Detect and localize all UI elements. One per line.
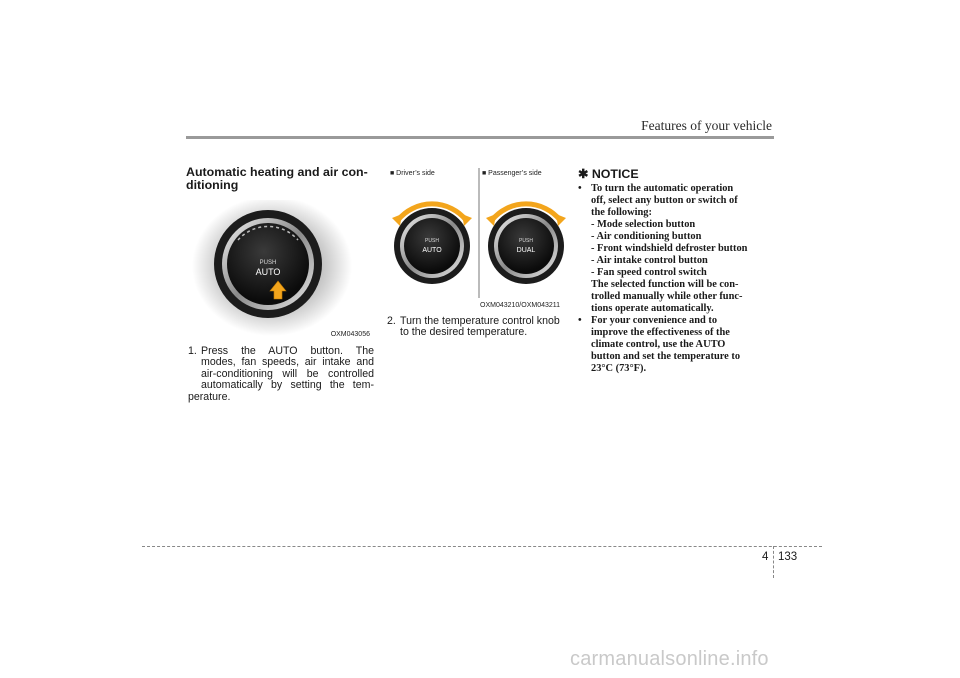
- page-header-title: Features of your vehicle: [641, 118, 772, 133]
- notice-line: For your convenience and to: [591, 315, 718, 326]
- notice-line: - Front windshield defroster button: [591, 243, 748, 254]
- figure-auto-knob: [186, 200, 373, 340]
- step2-line: to the desired temperature.: [400, 326, 528, 339]
- page-number: 133: [778, 551, 798, 563]
- footer-divider: [773, 546, 774, 578]
- notice-title: ✱ NOTICE: [578, 167, 639, 181]
- bullet-dot: •: [578, 183, 582, 194]
- left-knob-auto-text: AUTO: [422, 247, 442, 254]
- footer-rule: [142, 546, 822, 547]
- watermark: carmanualsonline.info: [570, 648, 769, 670]
- figure1-caption: OXM043056: [330, 331, 370, 338]
- notice-line: - Air intake control button: [591, 255, 708, 266]
- figure2-caption: OXM043210/OXM043211: [480, 302, 561, 309]
- notice-line: button and set the temperature to: [591, 351, 741, 362]
- notice-line: the following:: [591, 207, 652, 218]
- step1-line: air-conditioning will be controlled: [201, 367, 374, 380]
- notice-line: off, select any button or switch of: [591, 195, 738, 206]
- right-knob-push-text: PUSH: [519, 238, 533, 244]
- step2-line: Turn the temperature control knob: [400, 315, 560, 327]
- step2-number: 2.: [387, 315, 396, 327]
- section-title: [186, 166, 376, 192]
- notice-line: - Air conditioning button: [591, 231, 702, 242]
- notice-line: trolled manually while other func-: [591, 291, 743, 302]
- notice-line: climate control, use the AUTO: [591, 339, 726, 350]
- step1-line: modes, fan speeds, air intake and: [201, 356, 374, 369]
- section-title-line2: ditioning: [186, 178, 239, 192]
- notice-bullet-1: [578, 183, 774, 315]
- notice-line: improve the effectiveness of the: [591, 327, 730, 338]
- step2: [387, 316, 575, 339]
- step1: [188, 346, 374, 403]
- notice-line: - Fan speed control switch: [591, 267, 707, 278]
- step1-line: Press the AUTO button. The: [201, 345, 374, 357]
- chapter-number: 4: [762, 551, 769, 563]
- knob-auto-text: AUTO: [255, 267, 281, 277]
- notice-line: The selected function will be con-: [591, 279, 739, 290]
- notice-body: [578, 183, 774, 375]
- step1-line: automatically by setting the tem-: [201, 379, 374, 392]
- header-rule: [186, 136, 774, 139]
- bullet-dot: •: [578, 315, 582, 326]
- notice-line: 23°C (73°F).: [591, 363, 647, 374]
- notice-line: - Mode selection button: [591, 219, 696, 230]
- notice-bullet-2: [578, 315, 774, 375]
- driver-side-label: ■ Driver’s side: [390, 170, 435, 177]
- notice-line: To turn the automatic operation: [591, 183, 734, 194]
- figure-temperature-knobs: [384, 168, 574, 310]
- section-title-line1: Automatic heating and air con-: [186, 165, 368, 179]
- knob-push-text: PUSH: [259, 260, 277, 266]
- step1-line: perature.: [188, 390, 231, 403]
- passenger-side-label: ■ Passenger’s side: [482, 170, 542, 177]
- notice-line: tions operate automatically.: [591, 303, 714, 314]
- right-knob-dual-text: DUAL: [516, 247, 536, 254]
- left-knob-push-text: PUSH: [425, 238, 439, 244]
- step1-number: 1.: [188, 345, 197, 357]
